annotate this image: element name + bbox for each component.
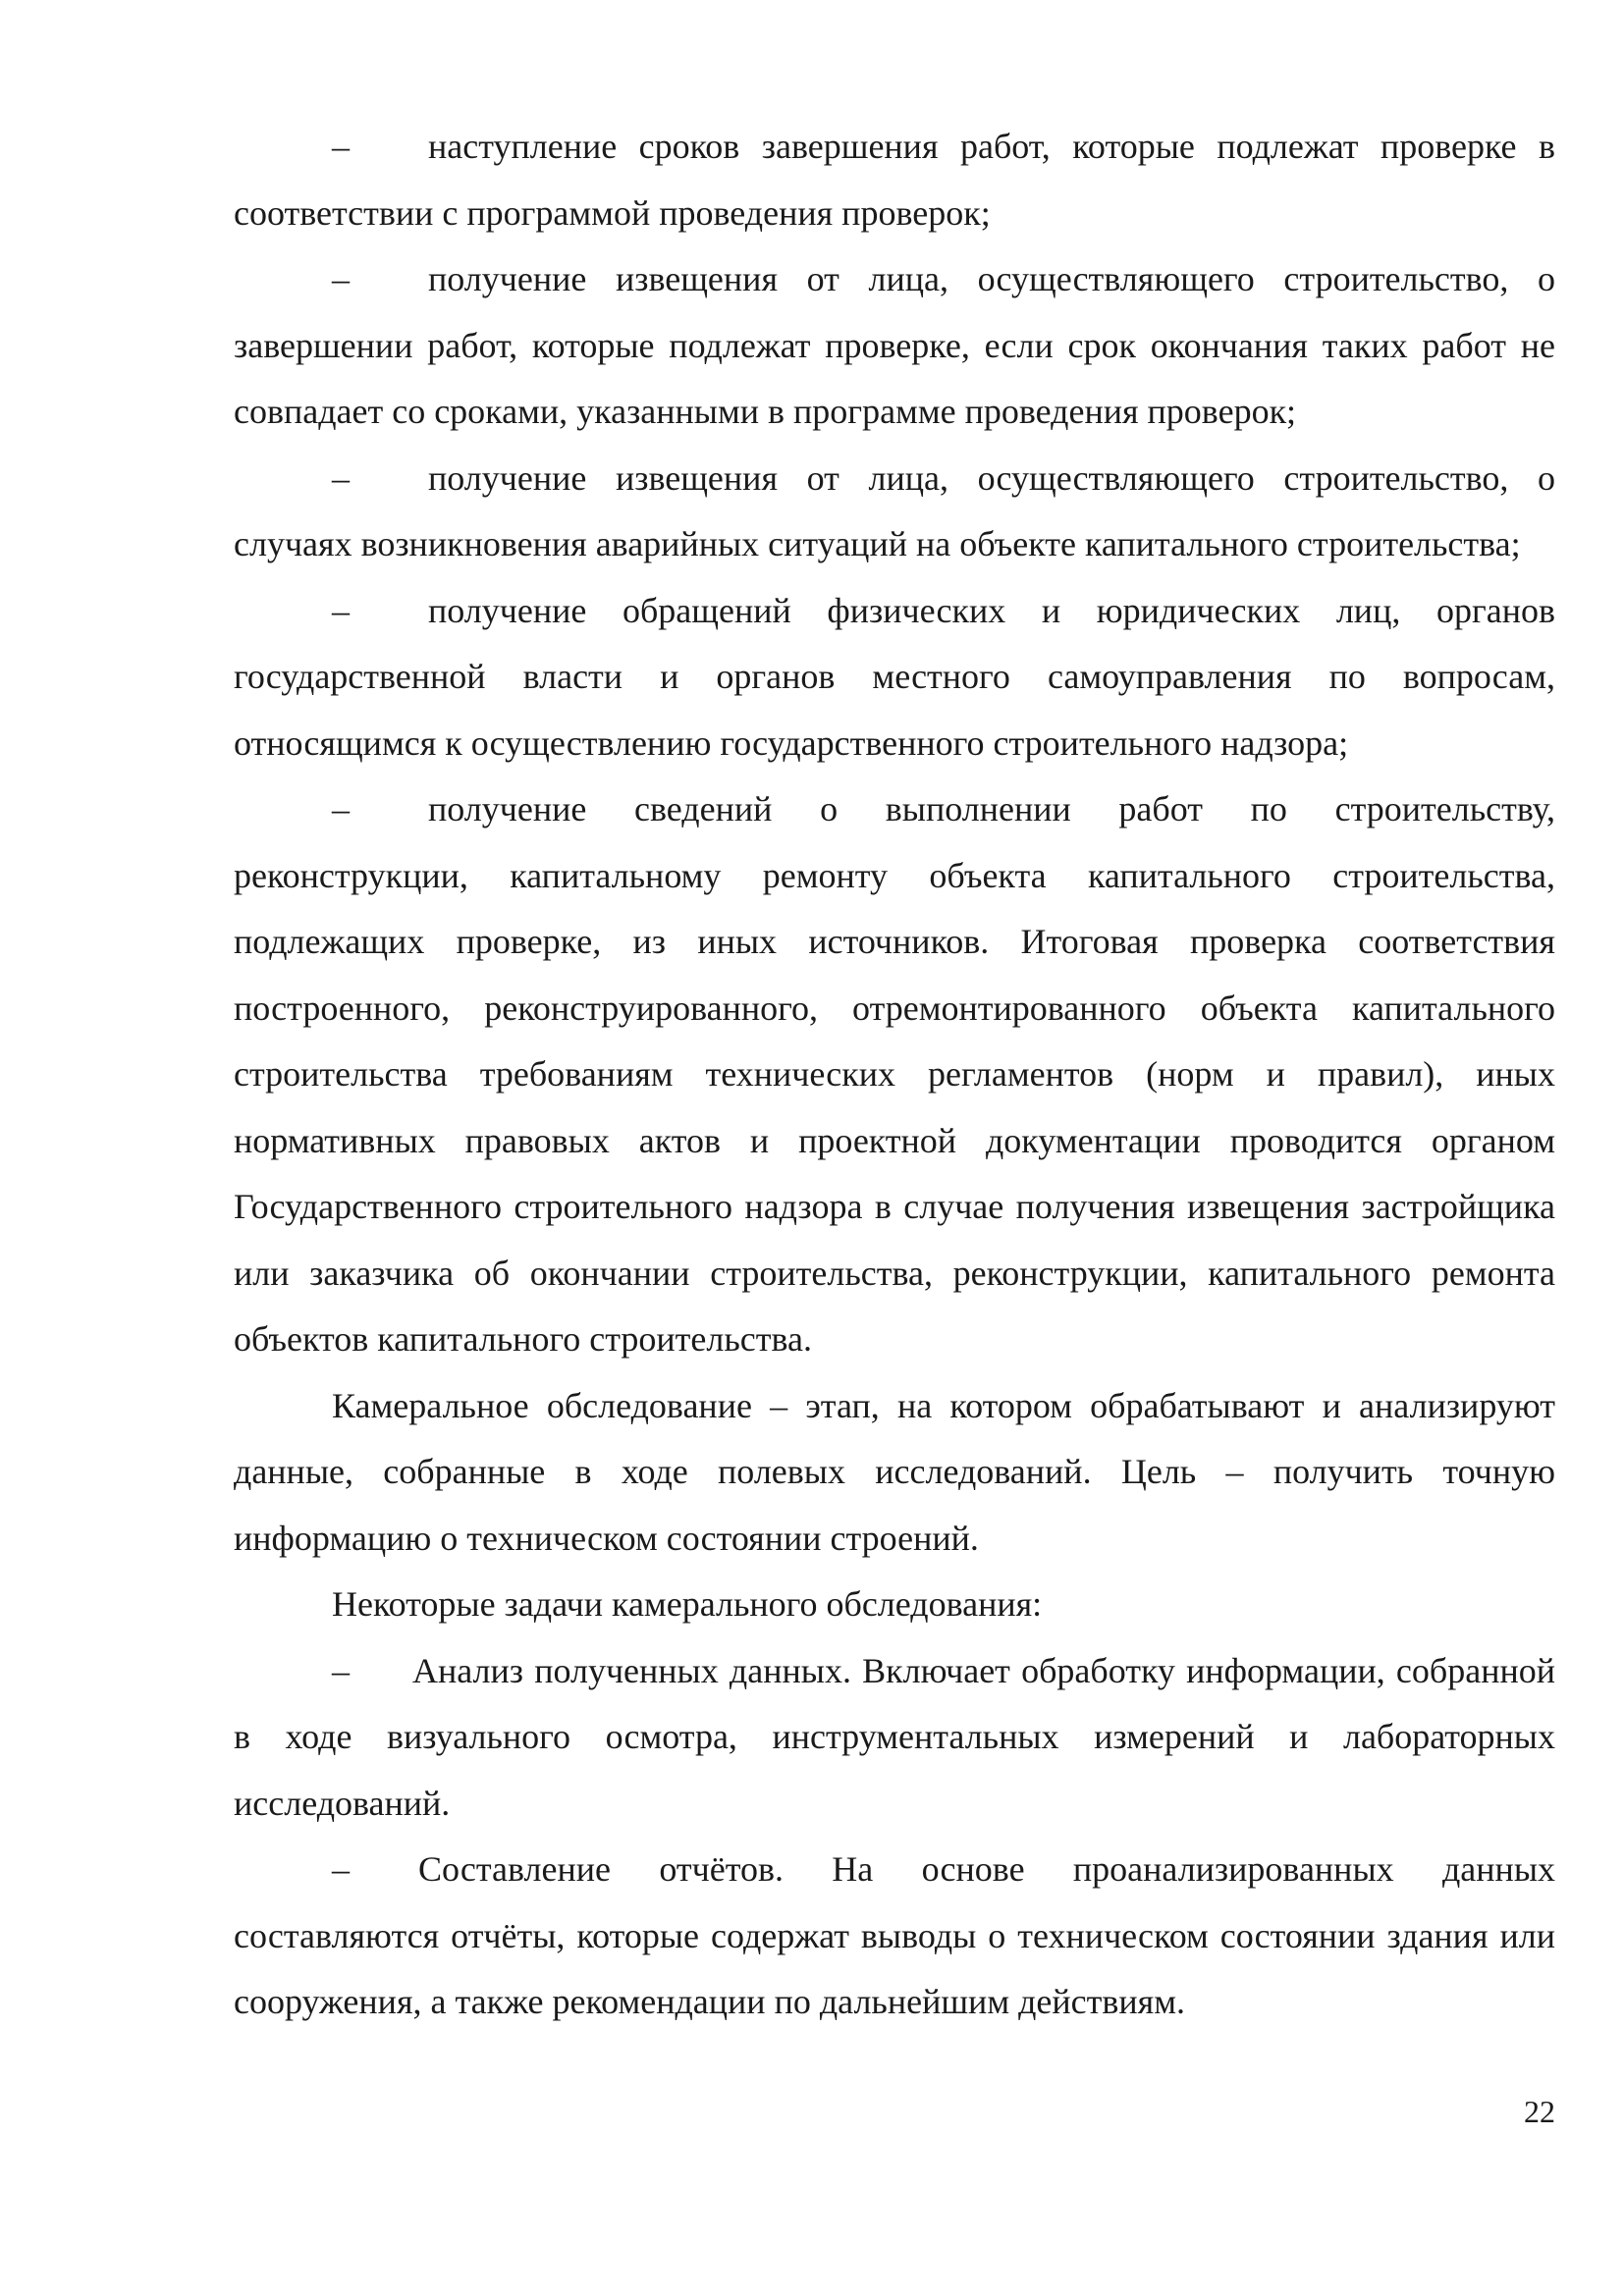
dash-marker: – — [332, 457, 350, 498]
page-number: 22 — [1524, 2094, 1555, 2129]
paragraph-text: Анализ полученных данных. Включает обработку информации, собранной в ходе визуального осмотра, инструментальных измерений и лабораторных исследований. — [234, 1650, 1555, 1823]
dash-marker: – — [332, 1849, 350, 1889]
paragraph-text: Камеральное обследование – этап, на котором обрабатывают и анализируют данные, собранные в ходе полевых исследований. Цель – получить точную информацию о техническом состоянии строений. — [234, 1385, 1555, 1558]
paragraph-text: получение извещения от лица, осуществляющего строительство, о случаях возникновения аварийных ситуаций на объекте капитального строительства; — [234, 457, 1555, 563]
list-item — [234, 114, 1555, 246]
dash-marker: – — [332, 1650, 350, 1690]
list-item — [234, 246, 1555, 446]
list-item — [234, 1638, 1555, 1838]
list-item — [234, 446, 1555, 578]
document-body — [234, 114, 1555, 2036]
list-item — [234, 776, 1555, 1373]
paragraph-text: Некоторые задачи камерального обследования: — [332, 1584, 1043, 1624]
list-item — [234, 578, 1555, 777]
dash-marker: – — [332, 259, 350, 298]
paragraph-text: получение обращений физических и юридических лиц, органов государственной власти и органов местного самоуправления по вопросам, относящимся к осуществлению государственного строительного надзора; — [234, 590, 1555, 763]
paragraph-text: получение извещения от лица, осуществляющего строительство, о завершении работ, которые подлежат проверке, если срок окончания таких работ не совпадает со сроками, указанными в программе проведения проверок; — [234, 259, 1555, 431]
paragraph-text: получение сведений о выполнении работ по строительству, реконструкции, капитальному ремонту объекта капитального строительства, подлежащих проверке, из иных источников. Итоговая проверка соответствия построенного, реконструированного, отремонтированного объекта капитального строительства требованиям технических регламентов (норм и правил), иных нормативных правовых актов и проектной документации проводится органом Государственного строительного надзора в случае получения извещения застройщика или заказчика об окончании строительства, реконструкции, капитального ремонта объектов капитального строительства. — [234, 789, 1555, 1359]
body-paragraph — [234, 1373, 1555, 1573]
body-paragraph — [234, 1572, 1555, 1638]
dash-marker: – — [332, 789, 350, 828]
dash-marker: – — [332, 127, 350, 166]
list-item — [234, 1837, 1555, 2036]
paragraph-text: Составление отчётов. На основе проанализированных данных составляются отчёты, которые содержат выводы о техническом состоянии здания или сооружения, а также рекомендации по дальнейшим действиям. — [234, 1849, 1555, 2021]
paragraph-text: наступление сроков завершения работ, которые подлежат проверке в соответствии с программой проведения проверок; — [234, 127, 1555, 233]
dash-marker: – — [332, 590, 350, 630]
